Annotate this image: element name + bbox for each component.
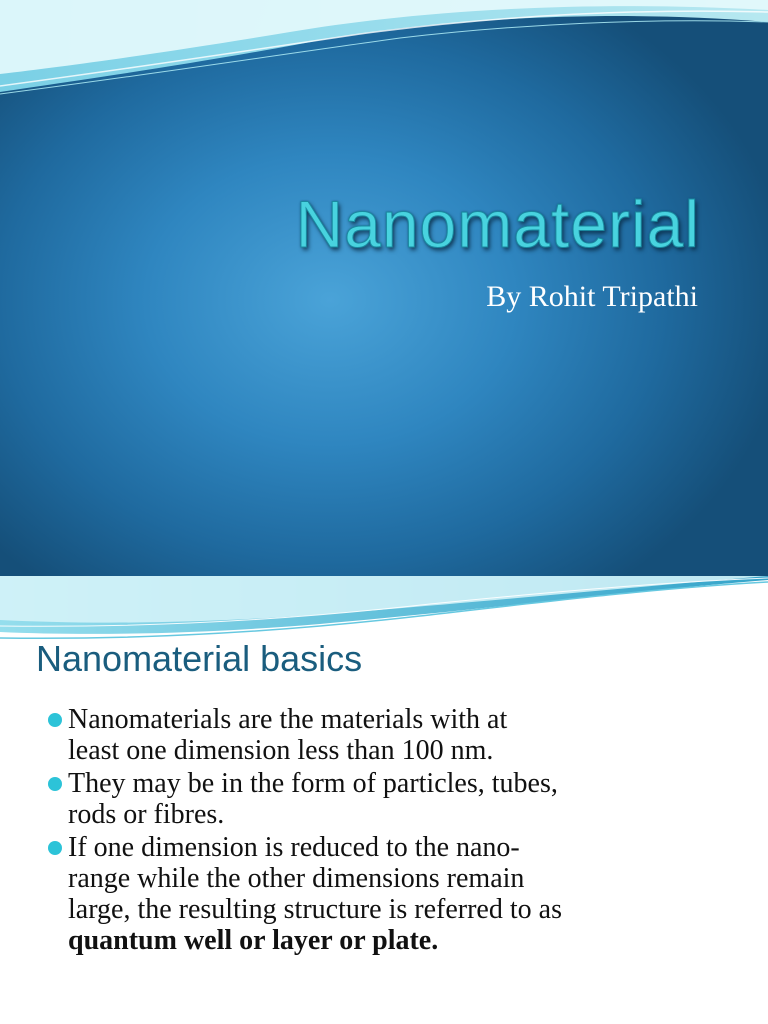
slide-title: Nanomaterial [295, 187, 700, 261]
bullet-line: Nanomaterials are the materials with at [68, 704, 508, 735]
bullet-item [48, 704, 748, 766]
bullet-dot-icon [48, 713, 62, 727]
content-slide [0, 576, 768, 1024]
bullet-line: If one dimension is reduced to the nano- [68, 832, 520, 863]
bullet-list [48, 704, 748, 958]
slide-subtitle: By Rohit Tripathi [486, 280, 698, 313]
bullet-item [48, 832, 748, 956]
bullet-text [68, 832, 748, 956]
bullet-item [48, 768, 748, 830]
bullet-line: range while the other dimensions remain [68, 863, 525, 894]
bullet-dot-icon [48, 841, 62, 855]
bullet-dot-icon [48, 777, 62, 791]
bullet-text [68, 704, 748, 766]
bullet-line: They may be in the form of particles, tubes, [68, 768, 558, 799]
top-wave-decoration [0, 576, 768, 646]
bullet-line: large, the resulting structure is referred to as [68, 894, 562, 925]
slide-heading: Nanomaterial basics [36, 638, 363, 679]
top-wave-decoration [0, 0, 768, 100]
bullet-line: least one dimension less than 100 nm. [68, 735, 494, 766]
bullet-text [68, 768, 748, 830]
bullet-line: rods or fibres. [68, 799, 225, 830]
bullet-bold-line: quantum well or layer or plate. [68, 925, 439, 956]
